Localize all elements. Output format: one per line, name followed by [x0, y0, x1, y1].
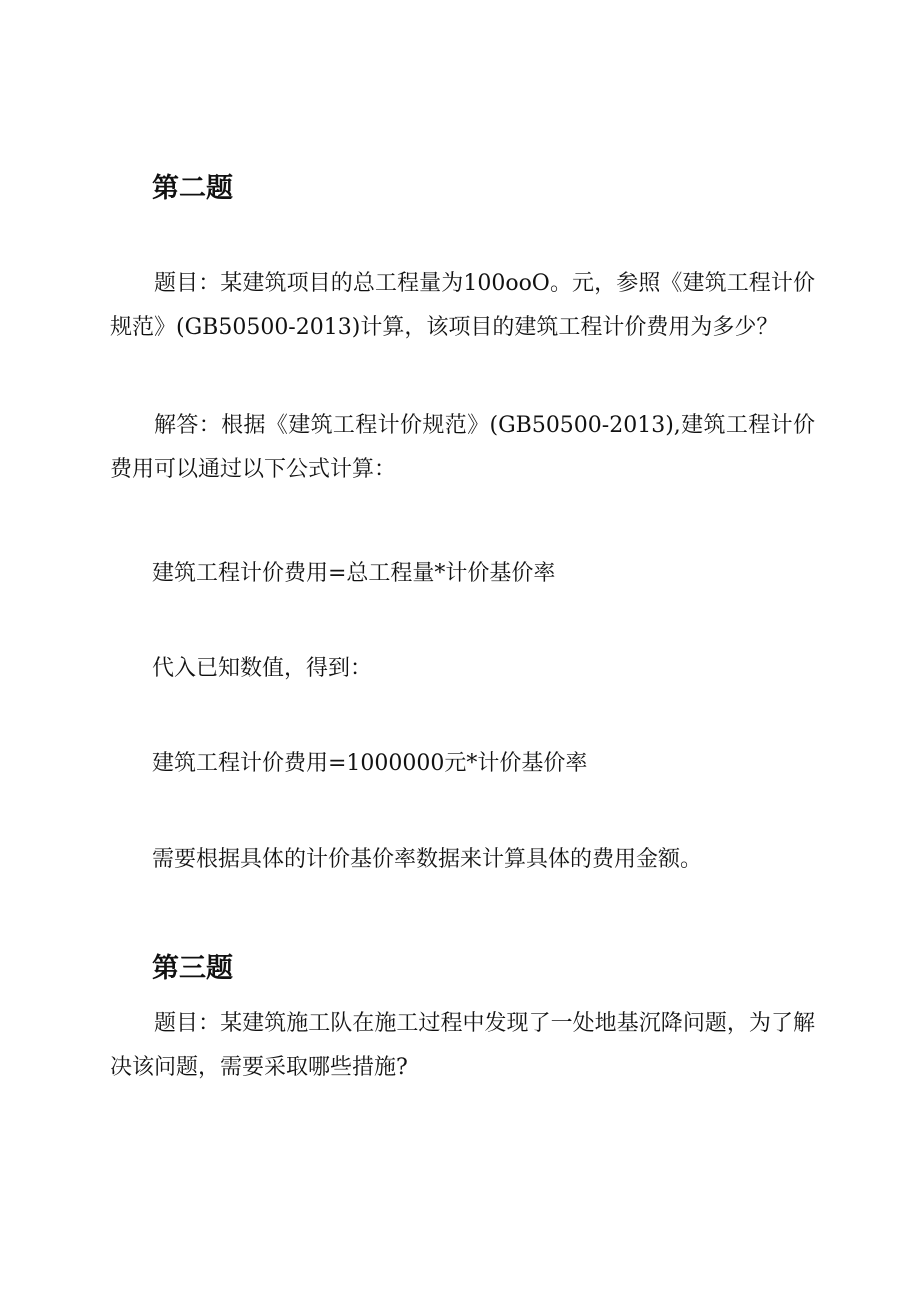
- question-2-formula: 建筑工程计价费用=总工程量*计价基价率: [152, 561, 556, 586]
- question-2-substitute-text: 代入已知数值，得到：: [152, 656, 373, 681]
- question-2-heading: 第二题: [152, 173, 233, 204]
- question-2-formula-with-values: 建筑工程计价费用=1000000元*计价基价率: [152, 751, 588, 776]
- question-3-heading: 第三题: [152, 953, 233, 984]
- question-3-text: 题目：某建筑施工队在施工过程中发现了一处地基沉降问题，为了解决该问题，需要采取哪些措施?: [110, 1011, 815, 1080]
- question-2-conclusion: 需要根据具体的计价基价率数据来计算具体的费用金额。: [152, 847, 703, 872]
- question-2-text: 题目：某建筑项目的总工程量为100ooO。元，参照《建筑工程计价规范》(GB50500-2013)计算，该项目的建筑工程计价费用为多少？: [110, 271, 815, 340]
- question-2-answer-intro: 解答：根据《建筑工程计价规范》(GB50500-2013),建筑工程计价费用可以通过以下公式计算：: [110, 413, 815, 482]
